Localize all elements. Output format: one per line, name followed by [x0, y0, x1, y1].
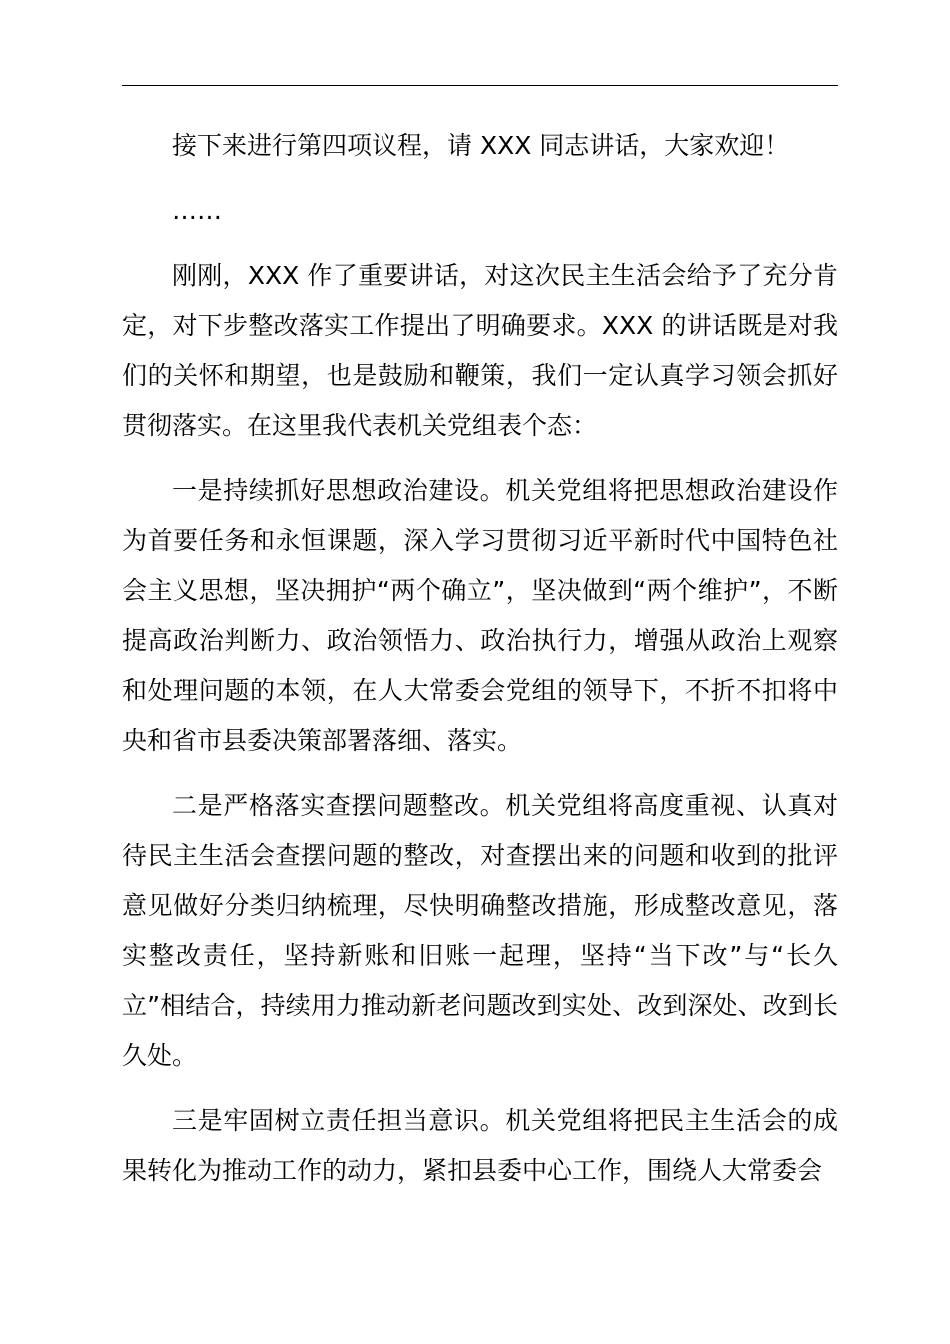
paragraph-point-two: 二是严格落实查摆问题整改。机关党组将高度重视、认真对待民主生活会查摆问题的整改，对查摆出来的问题和收到的批评意见做好分类归纳梳理，尽快明确整改措施，形成整改意见，落实整改责任，坚持新账和旧账一起理，坚持“当下改”与“长久立”相结合，持续用力推动新老问题改到实处、改到深处、改到长久处。 [122, 791, 838, 1070]
paragraph-response: 刚刚，XXX 作了重要讲话，对这次民主生活会给予了充分肯定，对下步整改落实工作提出了明确要求。XXX 的讲话既是对我们的关怀和期望，也是鼓励和鞭策，我们一定认真学习领会抓好贯彻落实。在这里我代表机关党组表个态： [122, 261, 838, 440]
document-body [122, 121, 838, 1211]
paragraph-point-one: 一是持续抓好思想政治建设。机关党组将把思想政治建设作为首要任务和永恒课题，深入学习贯彻习近平新时代中国特色社会主义思想，坚决拥护“两个确立”，坚决做到“两个维护”，不断提高政治判断力、政治领悟力、政治执行力，增强从政治上观察和处理问题的本领，在人大常委会党组的领导下，不折不扣将中央和省市县委决策部署落细、落实。 [122, 476, 838, 755]
paragraph-ellipsis: …… [172, 196, 222, 225]
header-rule [122, 85, 838, 86]
paragraph-agenda-announcement: 接下来进行第四项议程，请 XXX 同志讲话，大家欢迎！ [172, 131, 790, 160]
paragraph-point-three: 三是牢固树立责任担当意识。机关党组将把民主生活会的成果转化为推动工作的动力，紧扣县委中心工作，围绕人大常委会 [122, 1106, 838, 1185]
